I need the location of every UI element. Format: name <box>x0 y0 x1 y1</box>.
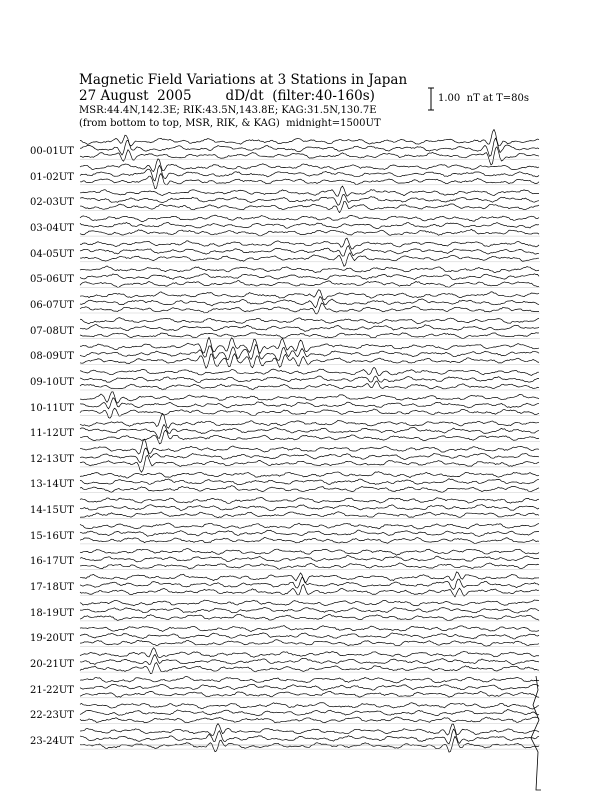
chart-title: Magnetic Field Variations at 3 Stations in Japan <box>79 72 408 88</box>
trace-msr-hour-18 <box>80 614 539 620</box>
trace-kag-hour-18 <box>80 600 539 606</box>
trace-msr-hour-6 <box>80 303 539 314</box>
trace-kag-hour-17 <box>80 572 539 583</box>
trace-kag-hour-2 <box>80 186 539 196</box>
trace-rik-hour-14 <box>80 505 539 511</box>
trace-rik-hour-3 <box>80 222 539 228</box>
hour-label: 15-16UT <box>30 530 74 542</box>
trace-kag-hour-7 <box>80 318 539 324</box>
trace-rik-hour-19 <box>80 633 539 639</box>
trace-msr-hour-16 <box>80 563 539 570</box>
hour-label: 08-09UT <box>30 351 74 363</box>
trace-kag-hour-1 <box>80 159 539 172</box>
hour-label: 13-14UT <box>30 479 74 491</box>
trace-msr-hour-15 <box>80 537 539 543</box>
trace-msr-hour-0 <box>80 147 539 165</box>
trace-kag-hour-16 <box>80 549 539 556</box>
trace-msr-hour-12 <box>80 455 539 472</box>
trace-rik-hour-4 <box>80 246 539 257</box>
trace-rik-hour-2 <box>80 194 539 205</box>
trace-msr-hour-10 <box>80 408 539 418</box>
hour-label: 06-07UT <box>30 299 74 311</box>
trace-kag-hour-5 <box>80 266 539 273</box>
trace-kag-hour-22 <box>80 703 539 709</box>
trace-rik-hour-13 <box>80 479 539 485</box>
trace-msr-hour-3 <box>80 229 539 236</box>
trace-kag-hour-15 <box>80 523 539 529</box>
hour-label: 00-01UT <box>30 146 74 157</box>
edge-spike <box>531 676 541 790</box>
trace-rik-hour-9 <box>80 376 539 382</box>
hour-label: 21-22UT <box>30 684 74 696</box>
hour-label: 07-08UT <box>30 325 74 337</box>
hour-label: 18-19UT <box>30 607 74 619</box>
trace-rik-hour-20 <box>80 654 539 664</box>
trace-rik-hour-10 <box>80 398 539 409</box>
trace-msr-hour-22 <box>80 717 539 723</box>
trace-msr-hour-19 <box>80 640 539 647</box>
trace-kag-hour-19 <box>80 626 539 632</box>
trace-rik-hour-21 <box>80 684 539 690</box>
hour-label: 09-10UT <box>30 376 74 388</box>
trace-kag-hour-9 <box>80 367 539 375</box>
hour-label: 14-15UT <box>30 505 74 517</box>
hour-label: 05-06UT <box>30 274 74 286</box>
trace-kag-hour-4 <box>80 238 539 249</box>
trace-kag-hour-23 <box>80 724 539 736</box>
trace-kag-hour-20 <box>80 648 539 658</box>
trace-rik-hour-16 <box>80 556 539 562</box>
trace-kag-hour-14 <box>80 497 539 503</box>
hour-label: 19-20UT <box>30 633 74 645</box>
hour-label: 12-13UT <box>30 453 74 465</box>
hour-label: 11-12UT <box>30 428 74 440</box>
trace-msr-hour-5 <box>80 281 539 288</box>
trace-rik-hour-5 <box>80 274 539 280</box>
trace-msr-hour-9 <box>80 381 539 390</box>
trace-msr-hour-21 <box>80 691 539 697</box>
trace-rik-hour-15 <box>80 530 539 536</box>
trace-rik-hour-7 <box>80 325 539 332</box>
trace-kag-hour-21 <box>80 677 539 683</box>
trace-rik-hour-1 <box>80 165 539 181</box>
trace-msr-hour-7 <box>80 333 539 339</box>
midnight-note: midnight=1500UT <box>286 118 381 129</box>
trace-msr-hour-11 <box>80 430 539 444</box>
stations-label: MSR:44.4N,142.3E; RIK:43.5N,143.8E; KAG:31.5N,130.7E <box>79 105 377 116</box>
trace-rik-hour-12 <box>80 448 539 463</box>
measure-label: dD/dt (filter:40-160s) <box>225 88 375 104</box>
trace-rik-hour-6 <box>80 296 539 307</box>
trace-kag-hour-13 <box>80 472 539 478</box>
hour-label: 23-24UT <box>30 735 74 747</box>
trace-rik-hour-22 <box>80 710 539 716</box>
trace-msr-hour-2 <box>80 201 539 212</box>
hour-label: 17-18UT <box>30 582 74 594</box>
trace-rik-hour-17 <box>80 577 539 589</box>
traces <box>80 129 540 752</box>
hour-label: 22-23UT <box>30 710 74 722</box>
trace-rik-hour-18 <box>80 607 539 613</box>
hour-label: 20-21UT <box>30 659 74 670</box>
date-label: 27 August 2005 <box>79 88 192 104</box>
hour-label: 10-11UT <box>30 402 74 414</box>
trace-msr-hour-1 <box>80 173 539 188</box>
trace-msr-hour-4 <box>80 253 539 267</box>
trace-msr-hour-14 <box>80 512 539 518</box>
hour-label: 01-02UT <box>30 171 74 183</box>
trace-kag-hour-0 <box>80 129 539 146</box>
hour-label: 04-05UT <box>30 248 74 260</box>
trace-kag-hour-10 <box>80 392 539 403</box>
order-note: (from bottom to top, MSR, RIK, & KAG) <box>79 118 280 129</box>
hour-label: 03-04UT <box>30 222 74 234</box>
hour-label: 16-17UT <box>30 556 74 568</box>
trace-msr-hour-8 <box>80 354 539 369</box>
trace-msr-hour-13 <box>80 486 539 493</box>
trace-kag-hour-3 <box>80 215 539 222</box>
trace-kag-hour-8 <box>80 337 539 353</box>
trace-kag-hour-6 <box>80 290 539 300</box>
scale-bar-label: 1.00 nT at T=80s <box>438 93 529 104</box>
hour-label: 02-03UT <box>30 197 74 209</box>
